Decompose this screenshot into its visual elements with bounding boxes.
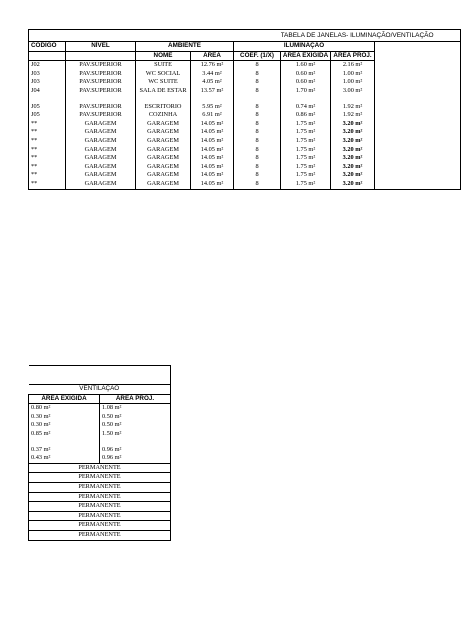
cell-vent-area-proj: 1.50 m²: [100, 430, 171, 439]
cell-vent-area-proj: 1.08 m²: [100, 404, 171, 413]
cell-nome: GARAGEM: [136, 146, 191, 155]
cell-coef: 8: [234, 180, 281, 189]
cell-area-exigida: 1.75 m²: [281, 120, 331, 129]
cell-coef: 8: [234, 87, 281, 96]
header-nome: NOME: [136, 51, 191, 61]
cell-area: 14.05 m²: [191, 163, 234, 172]
cell-codigo: **: [29, 137, 66, 146]
cell-coef: 8: [234, 103, 281, 112]
cell-permanente: PERMANENTE: [29, 511, 171, 521]
cell-codigo: J02: [29, 61, 66, 70]
cell-nivel: GARAGEM: [66, 171, 136, 180]
cell-vent-area-exigida: 0.43 m²: [29, 454, 100, 463]
cell-area-proj: 1.00 m²: [331, 78, 375, 87]
cell-area-exigida: 0.60 m²: [281, 70, 331, 79]
cell-vent-area-exigida: 0.30 m²: [29, 421, 100, 430]
table-row: [29, 530, 171, 540]
table-row: [29, 454, 171, 463]
table-row: [29, 87, 461, 96]
cell-area: 14.05 m²: [191, 154, 234, 163]
cell-codigo: **: [29, 120, 66, 129]
cell-coef: 8: [234, 61, 281, 70]
cell-area-proj: 2.16 m²: [331, 61, 375, 70]
cell-coef: 8: [234, 128, 281, 137]
table-row: [29, 128, 461, 137]
cell-area-proj: 3.20 m²: [331, 180, 375, 189]
table-row: [29, 446, 171, 455]
cell-nivel: GARAGEM: [66, 128, 136, 137]
cell-codigo: **: [29, 128, 66, 137]
cell-codigo: J03: [29, 78, 66, 87]
table-row: [29, 120, 461, 129]
cell-codigo: **: [29, 163, 66, 172]
ventilation-table: [28, 365, 170, 541]
cell-area-proj: 3.20 m²: [331, 128, 375, 137]
cell-area-proj: 1.92 m²: [331, 111, 375, 120]
cell-coef: 8: [234, 171, 281, 180]
table-row: [29, 482, 171, 492]
cell-area-proj: 1.92 m²: [331, 103, 375, 112]
cell-area-proj: 3.20 m²: [331, 154, 375, 163]
cell-permanente: PERMANENTE: [29, 492, 171, 502]
cell-nivel: GARAGEM: [66, 180, 136, 189]
header-vent-area-exigida: ÁREA EXIGIDA: [29, 394, 100, 404]
cell-permanente: PERMANENTE: [29, 463, 171, 473]
cell-area: 3.44 m²: [191, 70, 234, 79]
table-row: [29, 421, 171, 430]
table-row: [29, 473, 171, 483]
cell-nivel: PAV.SUPERIOR: [66, 61, 136, 70]
cell-area-exigida: 0.60 m²: [281, 78, 331, 87]
table-row: [29, 70, 461, 79]
cell-area-proj: 3.20 m²: [331, 146, 375, 155]
cell-coef: 8: [234, 111, 281, 120]
cell-permanente: PERMANENTE: [29, 482, 171, 492]
cell-coef: 8: [234, 146, 281, 155]
cell-area: 14.05 m²: [191, 137, 234, 146]
cell-area: 14.05 m²: [191, 120, 234, 129]
cell-nome: GARAGEM: [136, 163, 191, 172]
cell-nivel: GARAGEM: [66, 146, 136, 155]
cell-area-exigida: 0.86 m²: [281, 111, 331, 120]
cell-nome: ESCRITORIO: [136, 103, 191, 112]
cell-coef: 8: [234, 78, 281, 87]
table-row: [29, 111, 461, 120]
table-row: [29, 154, 461, 163]
cell-nome: GARAGEM: [136, 180, 191, 189]
cell-area-exigida: 1.75 m²: [281, 146, 331, 155]
table-row: [29, 511, 171, 521]
table-row: [29, 413, 171, 422]
cell-codigo: J05: [29, 103, 66, 112]
cell-nivel: PAV.SUPERIOR: [66, 103, 136, 112]
cell-nivel: PAV.SUPERIOR: [66, 87, 136, 96]
cell-area-proj: 3.00 m²: [331, 87, 375, 96]
cell-area-exigida: 1.75 m²: [281, 171, 331, 180]
cell-nivel: PAV.SUPERIOR: [66, 70, 136, 79]
header-ambiente: AMBIENTE: [136, 42, 234, 52]
header-iluminacao: ILUMINAÇÃO: [234, 42, 375, 52]
cell-vent-area-proj: 0.96 m²: [100, 446, 171, 455]
cell-nome: GARAGEM: [136, 128, 191, 137]
cell-nivel: GARAGEM: [66, 154, 136, 163]
header-codigo: CÓDIGO: [29, 42, 66, 52]
cell-area-proj: 3.20 m²: [331, 137, 375, 146]
table-row: [29, 463, 171, 473]
cell-nome: GARAGEM: [136, 171, 191, 180]
header-area-exigida: ÁREA EXIGIDA: [281, 51, 331, 61]
cell-area-exigida: 1.70 m²: [281, 87, 331, 96]
cell-nivel: GARAGEM: [66, 120, 136, 129]
cell-vent-area-exigida: 0.80 m²: [29, 404, 100, 413]
cell-vent-area-proj: 0.50 m²: [100, 421, 171, 430]
cell-permanente: PERMANENTE: [29, 502, 171, 512]
cell-area-exigida: 1.75 m²: [281, 163, 331, 172]
cell-permanente: PERMANENTE: [29, 521, 171, 531]
cell-area-proj: 1.00 m²: [331, 70, 375, 79]
cell-area: 4.05 m²: [191, 78, 234, 87]
cell-nome: WC SUITE: [136, 78, 191, 87]
cell-vent-area-exigida: 0.37 m²: [29, 446, 100, 455]
ventilation-title: VENTILAÇÃO: [29, 385, 171, 395]
table-row: [29, 61, 461, 70]
illumination-table: [28, 29, 460, 190]
cell-area: 14.05 m²: [191, 171, 234, 180]
cell-coef: 8: [234, 137, 281, 146]
table-row: [29, 404, 171, 413]
table-row: [29, 521, 171, 531]
header-vent-area-proj: ÁREA PROJ.: [100, 394, 171, 404]
cell-nome: WC SOCIAL: [136, 70, 191, 79]
cell-codigo: **: [29, 154, 66, 163]
header-coef: COEF. (1/X): [234, 51, 281, 61]
cell-nivel: PAV.SUPERIOR: [66, 111, 136, 120]
cell-coef: 8: [234, 163, 281, 172]
cell-area: 14.05 m²: [191, 146, 234, 155]
cell-area: 12.76 m²: [191, 61, 234, 70]
cell-area: 14.05 m²: [191, 180, 234, 189]
table-row: [29, 78, 461, 87]
cell-nome: COZINHA: [136, 111, 191, 120]
cell-codigo: J03: [29, 70, 66, 79]
table-row: [29, 171, 461, 180]
cell-area: 14.05 m²: [191, 128, 234, 137]
cell-area: 6.91 m²: [191, 111, 234, 120]
cell-nome: GARAGEM: [136, 120, 191, 129]
cell-nome: GARAGEM: [136, 154, 191, 163]
cell-area-proj: 3.20 m²: [331, 120, 375, 129]
cell-nivel: PAV.SUPERIOR: [66, 78, 136, 87]
cell-area: 13.57 m²: [191, 87, 234, 96]
cell-codigo: **: [29, 146, 66, 155]
cell-nome: SALA DE ESTAR: [136, 87, 191, 96]
cell-nivel: GARAGEM: [66, 163, 136, 172]
table-row: [29, 103, 461, 112]
cell-area-exigida: 1.75 m²: [281, 154, 331, 163]
cell-nivel: GARAGEM: [66, 137, 136, 146]
header-area-proj: ÁREA PROJ.: [331, 51, 375, 61]
table-row: [29, 146, 461, 155]
cell-permanente: PERMANENTE: [29, 530, 171, 540]
cell-nome: SUITE: [136, 61, 191, 70]
cell-area-exigida: 1.75 m²: [281, 180, 331, 189]
cell-area: 5.95 m²: [191, 103, 234, 112]
cell-codigo: J04: [29, 87, 66, 96]
cell-area-exigida: 1.60 m²: [281, 61, 331, 70]
cell-permanente: PERMANENTE: [29, 473, 171, 483]
cell-area-exigida: 1.75 m²: [281, 128, 331, 137]
cell-vent-area-exigida: 0.30 m²: [29, 413, 100, 422]
cell-area-proj: 3.20 m²: [331, 171, 375, 180]
table-row: [29, 137, 461, 146]
cell-area-exigida: 0.74 m²: [281, 103, 331, 112]
cell-vent-area-proj: 0.96 m²: [100, 454, 171, 463]
cell-codigo: **: [29, 171, 66, 180]
table-row: [29, 180, 461, 189]
cell-coef: 8: [234, 120, 281, 129]
cell-coef: 8: [234, 70, 281, 79]
cell-codigo: **: [29, 180, 66, 189]
header-nivel: NÍVEL: [66, 42, 136, 52]
cell-nome: GARAGEM: [136, 137, 191, 146]
cell-vent-area-exigida: 0.85 m²: [29, 430, 100, 439]
cell-coef: 8: [234, 154, 281, 163]
cell-codigo: J05: [29, 111, 66, 120]
table-row: [29, 492, 171, 502]
table-row: [29, 163, 461, 172]
table-row: [29, 502, 171, 512]
cell-vent-area-proj: 0.50 m²: [100, 413, 171, 422]
header-area: ÁREA: [191, 51, 234, 61]
table-title: TABELA DE JANELAS- ILUMINAÇÃO/VENTILAÇÃO: [281, 30, 461, 42]
table-row: [29, 430, 171, 439]
cell-area-proj: 3.20 m²: [331, 163, 375, 172]
cell-area-exigida: 1.75 m²: [281, 137, 331, 146]
